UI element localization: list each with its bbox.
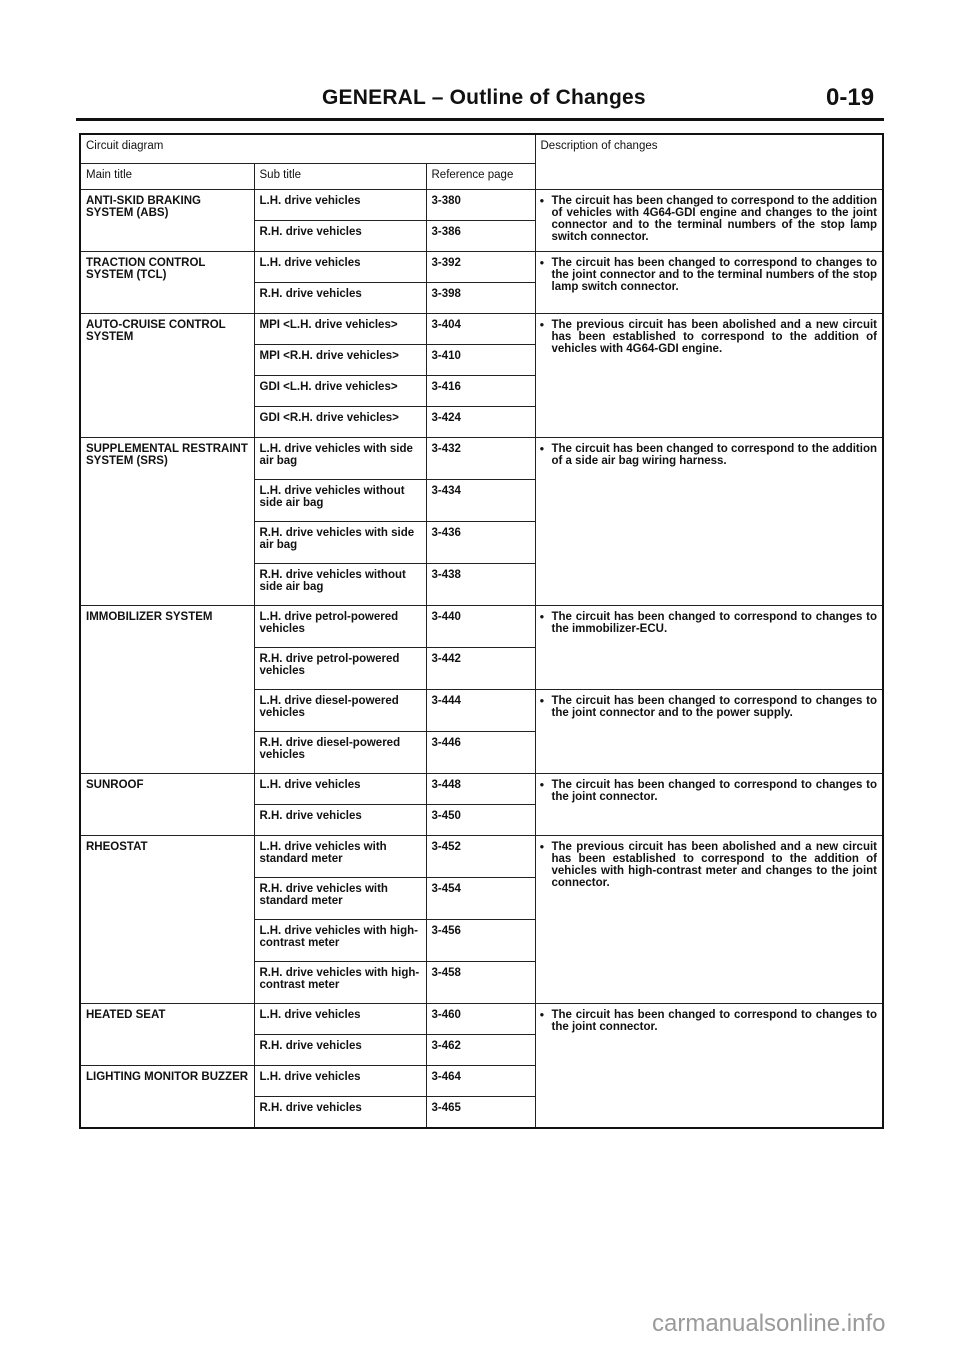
reference-page-cell: 3-450 <box>426 805 535 836</box>
reference-page-cell: 3-432 <box>426 438 535 480</box>
sub-title-cell: L.H. drive vehicles <box>254 1066 426 1097</box>
reference-page-cell: 3-404 <box>426 314 535 345</box>
sub-title-cell: R.H. drive petrol-powered vehicles <box>254 648 426 690</box>
table-row <box>80 190 883 221</box>
description-cell <box>535 314 883 438</box>
sub-title-cell: L.H. drive vehicles with high-contrast meter <box>254 920 426 962</box>
main-title-cell: SUNROOF <box>80 774 254 836</box>
reference-page-cell: 3-410 <box>426 345 535 376</box>
sub-title-cell: R.H. drive vehicles with side air bag <box>254 522 426 564</box>
changes-table <box>79 133 884 1129</box>
reference-page-cell: 3-462 <box>426 1035 535 1066</box>
reference-page-cell: 3-452 <box>426 836 535 878</box>
sub-title-cell: L.H. drive vehicles <box>254 190 426 221</box>
reference-page-cell: 3-380 <box>426 190 535 221</box>
sub-title-cell: R.H. drive vehicles with high-contrast meter <box>254 962 426 1004</box>
reference-page-cell: 3-438 <box>426 564 535 606</box>
description-bullet <box>539 319 878 355</box>
main-title-cell: AUTO-CRUISE CONTROL SYSTEM <box>80 314 254 438</box>
sub-title-header: Sub title <box>254 164 426 190</box>
header-rule <box>76 118 884 121</box>
bullet-icon: ● <box>539 696 545 705</box>
reference-page-cell: 3-465 <box>426 1097 535 1128</box>
bullet-icon: ● <box>539 780 545 789</box>
description-cell <box>535 836 883 1004</box>
sub-title-cell: GDI <R.H. drive vehicles> <box>254 407 426 438</box>
table-row <box>80 606 883 648</box>
description-bullet <box>539 257 878 293</box>
description-cell <box>535 438 883 606</box>
sub-title-cell: R.H. drive vehicles <box>254 805 426 836</box>
description-cell <box>535 690 883 774</box>
sub-title-cell: R.H. drive diesel-powered vehicles <box>254 732 426 774</box>
description-text: The circuit has been changed to correspond to changes to the joint connector and to the power supply. <box>551 695 877 719</box>
description-header: Description of changes <box>535 134 883 190</box>
sub-title-cell: L.H. drive vehicles <box>254 252 426 283</box>
reference-page-cell: 3-392 <box>426 252 535 283</box>
bullet-icon: ● <box>539 842 545 851</box>
reference-page-cell: 3-446 <box>426 732 535 774</box>
table-row <box>80 774 883 805</box>
description-bullet <box>539 1009 878 1033</box>
page-title: GENERAL – Outline of Changes <box>322 86 646 109</box>
bullet-icon: ● <box>539 612 545 621</box>
sub-title-cell: L.H. drive petrol-powered vehicles <box>254 606 426 648</box>
main-title-cell: IMMOBILIZER SYSTEM <box>80 606 254 774</box>
description-text: The circuit has been changed to correspond to changes to the joint connector. <box>551 1009 877 1033</box>
description-text: The circuit has been changed to correspond to the addition of a side air bag wiring harness. <box>551 443 877 467</box>
sub-title-cell: L.H. drive vehicles with side air bag <box>254 438 426 480</box>
description-cell <box>535 190 883 252</box>
description-text: The previous circuit has been abolished and a new circuit has been established to correspond to the addition of vehicles with high-contrast meter and changes to the joint connector. <box>551 841 877 889</box>
bullet-icon: ● <box>539 320 545 329</box>
reference-page-cell: 3-434 <box>426 480 535 522</box>
page-number: 0-19 <box>826 84 875 111</box>
reference-page-cell: 3-416 <box>426 376 535 407</box>
reference-page-cell: 3-460 <box>426 1004 535 1035</box>
description-cell <box>535 774 883 836</box>
main-title-cell: LIGHTING MONITOR BUZZER <box>80 1066 254 1128</box>
site-watermark: carmanualsonline.info <box>652 1310 886 1337</box>
main-title-cell: SUPPLEMENTAL RESTRAINT SYSTEM (SRS) <box>80 438 254 606</box>
table-row <box>80 836 883 878</box>
table-header-row <box>80 134 883 164</box>
table-row <box>80 1004 883 1035</box>
main-title-header: Main title <box>80 164 254 190</box>
main-title-cell: HEATED SEAT <box>80 1004 254 1066</box>
sub-title-cell: MPI <R.H. drive vehicles> <box>254 345 426 376</box>
main-title-cell: ANTI-SKID BRAKING SYSTEM (ABS) <box>80 190 254 252</box>
reference-page-cell: 3-398 <box>426 283 535 314</box>
reference-page-cell: 3-424 <box>426 407 535 438</box>
sub-title-cell: L.H. drive diesel-powered vehicles <box>254 690 426 732</box>
reference-page-cell: 3-444 <box>426 690 535 732</box>
description-bullet <box>539 195 878 243</box>
bullet-icon: ● <box>539 258 545 267</box>
bullet-icon: ● <box>539 444 545 453</box>
sub-title-cell: R.H. drive vehicles <box>254 283 426 314</box>
reference-page-cell: 3-448 <box>426 774 535 805</box>
description-bullet <box>539 443 878 467</box>
circuit-diagram-header: Circuit diagram <box>80 134 535 164</box>
sub-title-cell: R.H. drive vehicles with standard meter <box>254 878 426 920</box>
reference-page-cell: 3-464 <box>426 1066 535 1097</box>
description-text: The previous circuit has been abolished and a new circuit has been established to correspond to the addition of vehicles with 4G64-GDI engine. <box>551 319 877 355</box>
table-row <box>80 252 883 283</box>
description-text: The circuit has been changed to correspond to changes to the joint connector. <box>551 779 877 803</box>
description-bullet <box>539 841 878 889</box>
description-text: The circuit has been changed to correspond to changes to the immobilizer-ECU. <box>551 611 877 635</box>
description-text: The circuit has been changed to correspond to changes to the joint connector and to the terminal numbers of the stop lamp switch connector. <box>551 257 877 293</box>
sub-title-cell: R.H. drive vehicles <box>254 1035 426 1066</box>
description-cell <box>535 1004 883 1128</box>
bullet-icon: ● <box>539 196 545 205</box>
description-bullet <box>539 779 878 803</box>
description-cell <box>535 252 883 314</box>
reference-page-cell: 3-440 <box>426 606 535 648</box>
sub-title-cell: L.H. drive vehicles without side air bag <box>254 480 426 522</box>
main-title-cell: TRACTION CONTROL SYSTEM (TCL) <box>80 252 254 314</box>
bullet-icon: ● <box>539 1010 545 1019</box>
sub-title-cell: MPI <L.H. drive vehicles> <box>254 314 426 345</box>
table-row <box>80 438 883 480</box>
description-bullet <box>539 695 878 719</box>
reference-page-cell: 3-454 <box>426 878 535 920</box>
sub-title-cell: R.H. drive vehicles <box>254 1097 426 1128</box>
table-row <box>80 314 883 345</box>
reference-page-cell: 3-458 <box>426 962 535 1004</box>
description-bullet <box>539 611 878 635</box>
sub-title-cell: R.H. drive vehicles without side air bag <box>254 564 426 606</box>
sub-title-cell: L.H. drive vehicles with standard meter <box>254 836 426 878</box>
reference-page-header: Reference page <box>426 164 535 190</box>
reference-page-cell: 3-436 <box>426 522 535 564</box>
main-title-cell: RHEOSTAT <box>80 836 254 1004</box>
reference-page-cell: 3-386 <box>426 221 535 252</box>
sub-title-cell: GDI <L.H. drive vehicles> <box>254 376 426 407</box>
sub-title-cell: L.H. drive vehicles <box>254 774 426 805</box>
description-text: The circuit has been changed to correspond to the addition of vehicles with 4G64-GDI engine and changes to the joint connector and to the terminal numbers of the stop lamp switch connector. <box>551 195 877 243</box>
description-cell <box>535 606 883 690</box>
sub-title-cell: R.H. drive vehicles <box>254 221 426 252</box>
sub-title-cell: L.H. drive vehicles <box>254 1004 426 1035</box>
reference-page-cell: 3-456 <box>426 920 535 962</box>
reference-page-cell: 3-442 <box>426 648 535 690</box>
